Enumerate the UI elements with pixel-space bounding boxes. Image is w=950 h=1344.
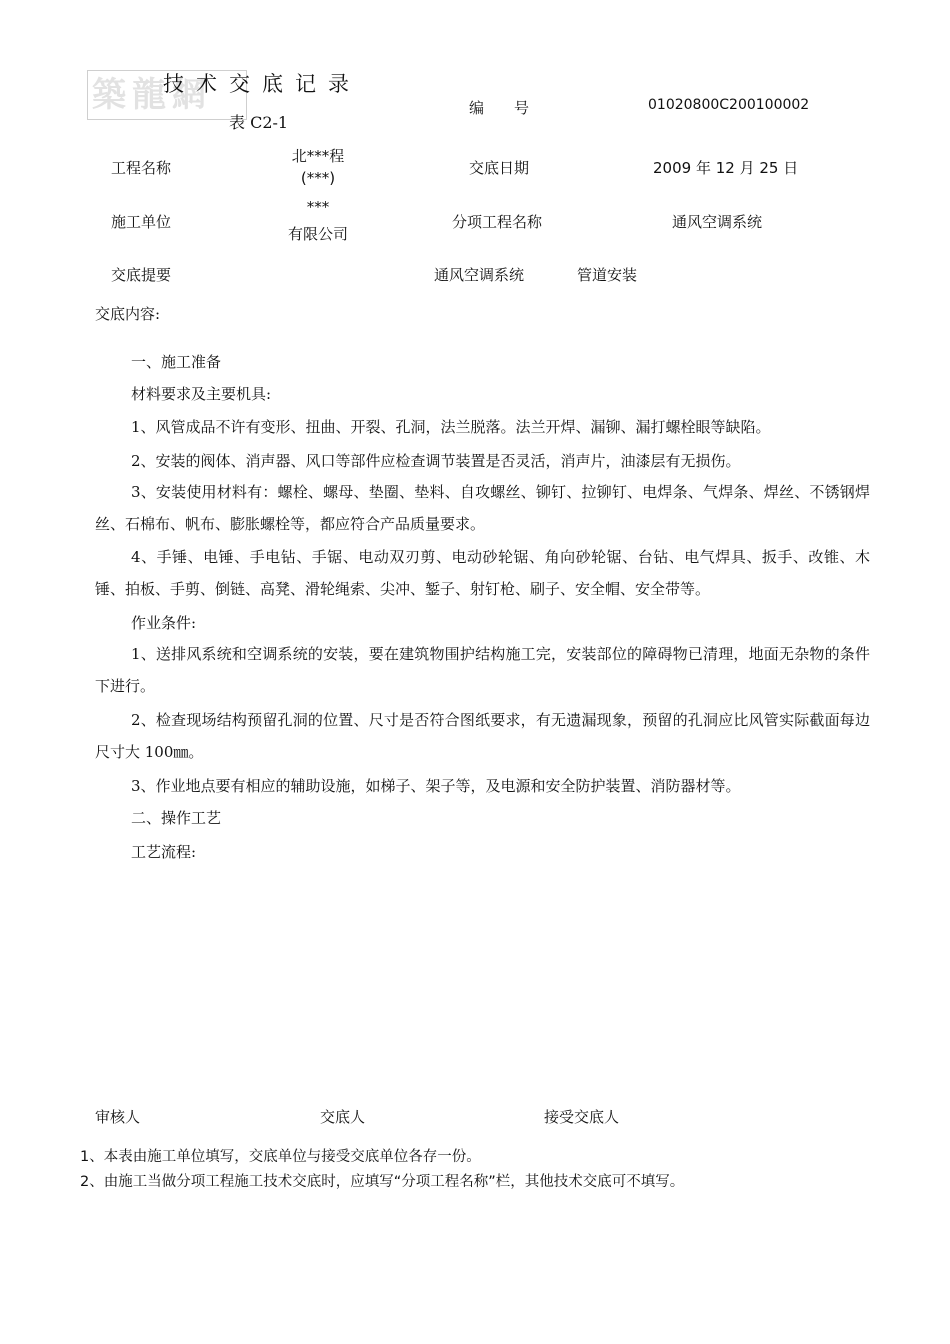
construction-unit-line1: *** <box>306 198 330 216</box>
summary-value-task: 管道安装 <box>577 266 638 284</box>
material-item-1: 1、风管成品不许有变形、扭曲、开裂、孔洞，法兰脱落。法兰开焊、漏铆、漏打螺栓眼等缺陷。 <box>131 418 771 436</box>
condition-item-1: 1、送排风系统和空调系统的安装，要在建筑物围护结构施工完，安装部位的障碍物已清理，地面无杂物的条件下进行。 <box>95 645 870 695</box>
presenter-label: 交底人 <box>320 1108 366 1126</box>
condition-item-3: 3、作业地点要有相应的辅助设施，如梯子、架子等，及电源和安全防护装置、消防器材等。 <box>131 777 741 795</box>
date-value: 2009 年 12 月 25 日 <box>653 159 799 177</box>
watermark-logo: 築龍網 <box>87 70 247 120</box>
condition-item-2: 2、检查现场结构预留孔洞的位置、尺寸是否符合图纸要求，有无遗漏现象，预留的孔洞应比风管实际截面每边尺寸大 100㎜。 <box>95 711 870 761</box>
summary-value-system: 通风空调系统 <box>434 266 525 284</box>
process-heading: 工艺流程: <box>131 843 197 861</box>
code-value: 01020800C200100002 <box>648 97 810 113</box>
conditions-heading: 作业条件: <box>131 614 197 632</box>
material-item-3: 3、安装使用材料有：螺栓、螺母、垫圈、垫料、自攻螺丝、铆钉、拉铆钉、电焊条、气焊条、焊丝、不锈钢焊丝、石棉布、帆布、膨胀螺栓等，都应符合产品质量要求。 <box>95 483 870 533</box>
material-item-2: 2、安装的阀体、消声器、风口等部件应检查调节装置是否灵活，消声片，油漆层有无损伤。 <box>131 452 741 470</box>
date-label: 交底日期 <box>469 159 530 177</box>
code-label: 编 号 <box>469 99 530 117</box>
project-name-line2: (***) <box>300 169 336 187</box>
construction-unit-line2: 有限公司 <box>287 225 348 243</box>
summary-label: 交底提要 <box>111 266 172 284</box>
form-number: 表 C2-1 <box>229 113 289 132</box>
subitem-label: 分项工程名称 <box>452 213 543 231</box>
reviewer-label: 审核人 <box>95 1108 141 1126</box>
project-name-line1: 北***程 <box>291 147 345 165</box>
note-2: 2、由施工当做分项工程施工技术交底时，应填写“分项工程名称”栏，其他技术交底可不填写。 <box>80 1174 685 1190</box>
section-1-heading: 一、施工准备 <box>131 353 222 371</box>
note-1: 1、本表由施工单位填写，交底单位与接受交底单位各存一份。 <box>80 1149 481 1165</box>
document-title: 技术交底记录 <box>163 72 361 96</box>
subitem-value: 通风空调系统 <box>672 213 763 231</box>
materials-heading: 材料要求及主要机具: <box>131 385 272 403</box>
section-2-heading: 二、操作工艺 <box>131 809 222 827</box>
construction-unit-label: 施工单位 <box>111 213 172 231</box>
material-item-4: 4、手锤、电锤、手电钻、手锯、电动双刃剪、电动砂轮锯、角向砂轮锯、台钻、电气焊具、扳手、改锥、木锤、拍板、手剪、倒链、高凳、滑轮绳索、尖冲、錾子、射钉枪、刷子、安全帽、安全带等。 <box>95 548 870 598</box>
content-heading: 交底内容: <box>95 305 161 323</box>
project-name-label: 工程名称 <box>111 159 172 177</box>
receiver-label: 接受交底人 <box>544 1108 620 1126</box>
